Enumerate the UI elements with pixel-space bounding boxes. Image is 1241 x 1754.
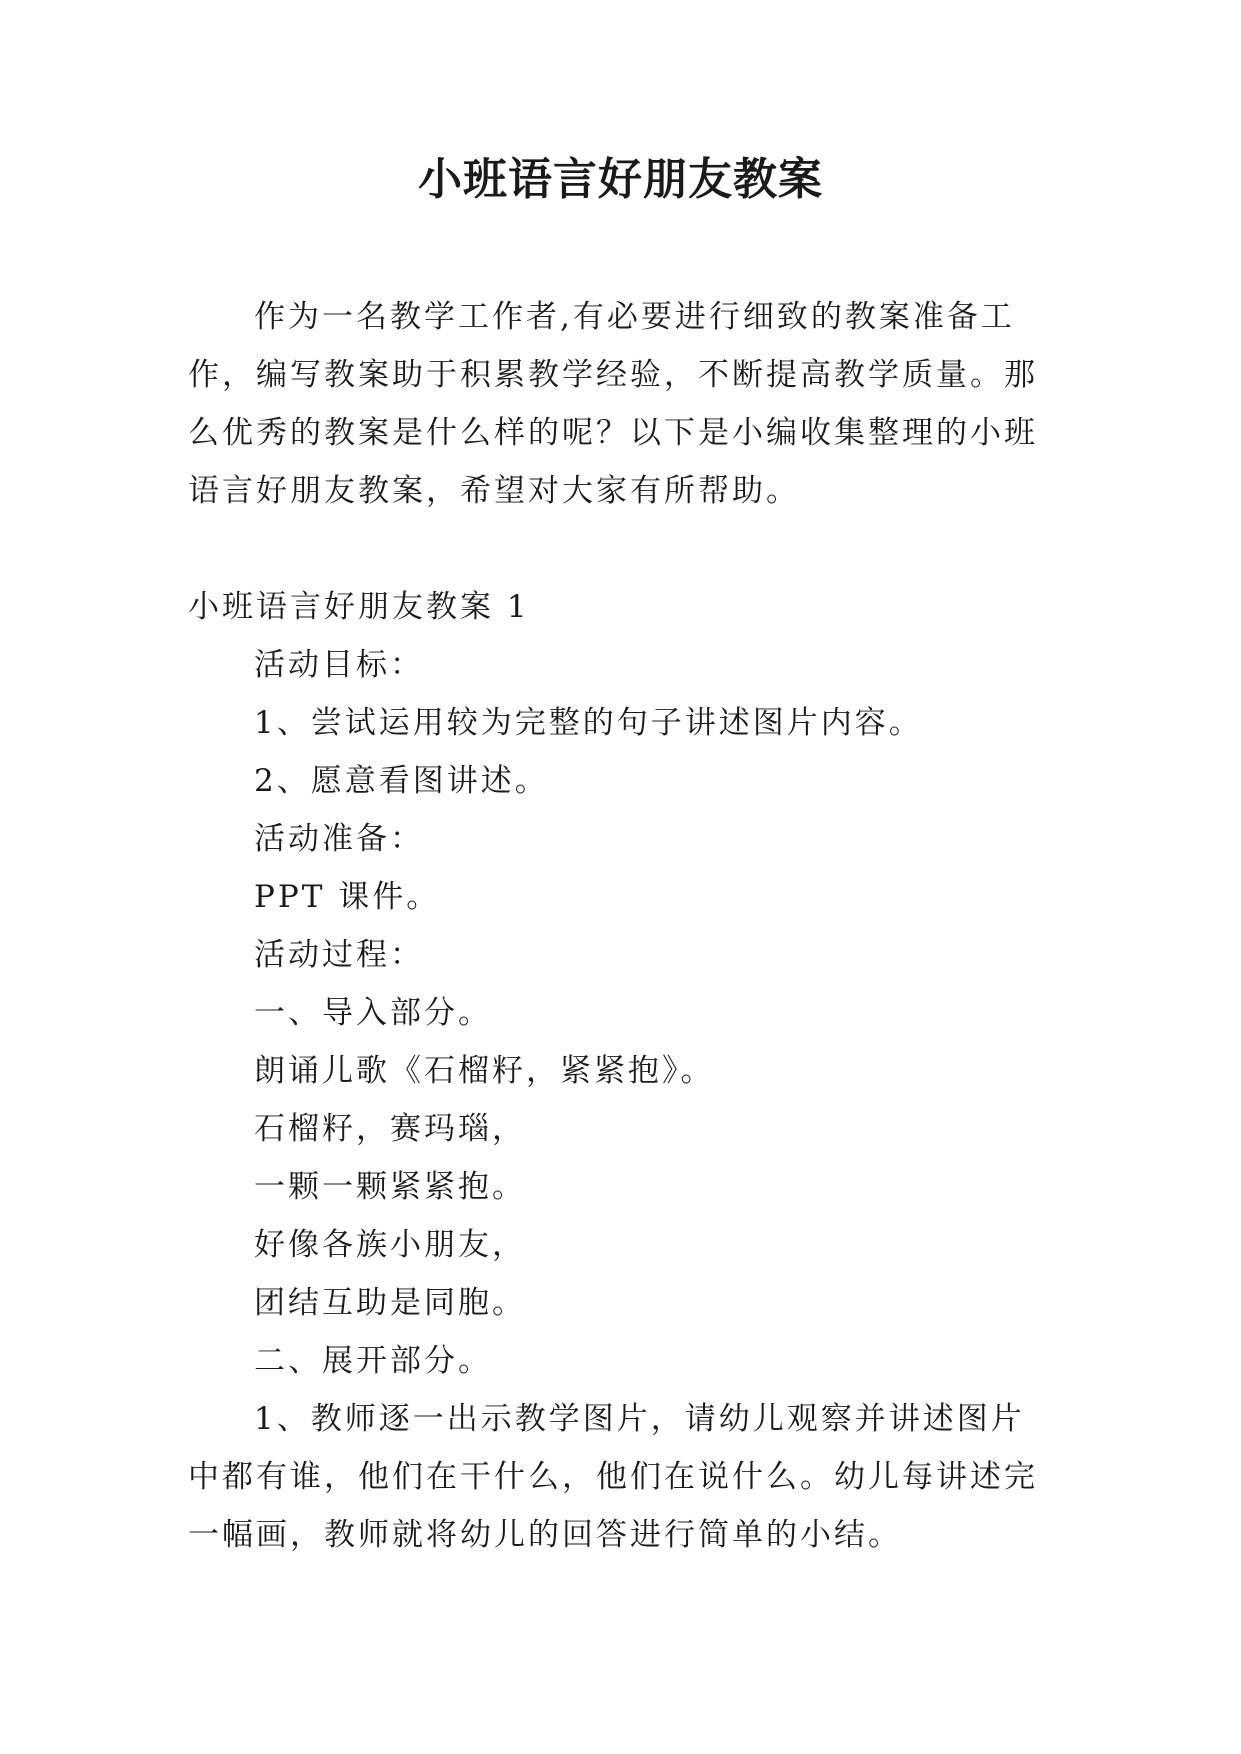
preparation-label: 活动准备：	[254, 821, 424, 857]
rhyme-line-3: 好像各族小朋友，	[254, 1227, 526, 1263]
objective-item-1: 1、尝试运用较为完整的句子讲述图片内容。	[254, 705, 923, 741]
objective-item-2: 2、愿意看图讲述。	[254, 763, 549, 799]
rhyme-line-1: 石榴籽，赛玛瑙，	[254, 1111, 526, 1147]
objectives-label: 活动目标：	[254, 647, 424, 683]
process-step-development: 二、展开部分。	[254, 1343, 492, 1379]
rhyme-line-4: 团结互助是同胞。	[254, 1285, 526, 1321]
rhyme-title-line: 朗诵儿歌《石榴籽，紧紧抱》。	[254, 1053, 715, 1089]
rhyme-line-2: 一颗一颗紧紧抱。	[254, 1169, 526, 1205]
process-label: 活动过程：	[254, 937, 424, 973]
development-paragraph: 1、教师逐一出示教学图片，请幼儿观察并讲述图片中都有谁，他们在干什么，他们在说什么。幼儿每讲述完一幅画，教师就将幼儿的回答进行简单的小结。	[188, 1401, 1038, 1553]
lesson-body	[188, 636, 1054, 1564]
section-heading: 小班语言好朋友教案 1	[188, 589, 530, 625]
document-title: 小班语言好朋友教案	[418, 154, 823, 205]
preparation-item: PPT 课件。	[254, 879, 441, 915]
process-step-intro: 一、导入部分。	[254, 995, 492, 1031]
intro-paragraph: 作为一名教学工作者,有必要进行细致的教案准备工作，编写教案助于积累教学经验，不断提高教学质量。那么优秀的教案是什么样的呢？以下是小编收集整理的小班语言好朋友教案，希望对大家有所帮助。	[188, 299, 1038, 509]
